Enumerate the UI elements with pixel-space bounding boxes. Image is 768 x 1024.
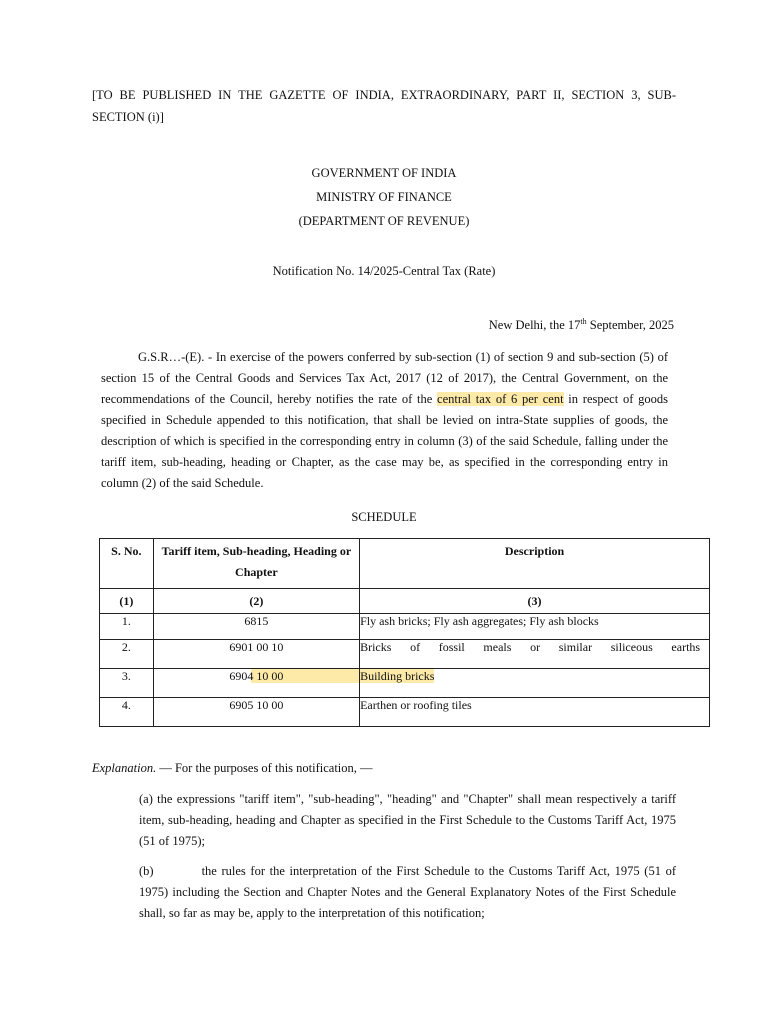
- header-tariff: Tariff item, Sub-heading, Heading or Chapter: [153, 539, 359, 589]
- schedule-table: [99, 538, 710, 727]
- table-row: [100, 669, 710, 698]
- explanation-heading: [92, 758, 373, 778]
- clause-b-text: the rules for the interpretation of the First Schedule to the Customs Tariff Act, 1975 (51 of 1975) including the Section and Chapter Notes and the General Explanatory Notes of the First Schedule shall, so far as may be, apply to the interpretation of this notification;: [139, 864, 676, 920]
- notification-body: [101, 347, 668, 494]
- row-description: [360, 640, 710, 669]
- row-tariff: 6905 10 00: [153, 698, 359, 727]
- header-government: GOVERNMENT OF INDIA: [311, 166, 457, 180]
- explanation-clause-b: [139, 861, 676, 924]
- column-number-2: (2): [153, 589, 359, 614]
- row-description: [360, 669, 710, 698]
- body-text-part2: in respect of goods specified in Schedule appended to this notification, that shall be levied on intra-State supplies of goods, the description of which is specified in the corresponding entry in column (3) of the said Schedule, falling under the tariff item, sub-heading, heading or Chapter, as the case may be, as specified in the corresponding entry in column (2) of the said Schedule.: [101, 392, 668, 490]
- row-sno: 1.: [100, 614, 154, 640]
- row-sno: 2.: [100, 640, 154, 669]
- column-number-3: (3): [360, 589, 710, 614]
- row-description-text: Bricks of fossil meals or similar siliceous earths: [360, 640, 701, 654]
- schedule-title: SCHEDULE: [351, 510, 417, 524]
- date-line: [489, 314, 674, 336]
- header-department: (DEPARTMENT OF REVENUE): [298, 214, 470, 228]
- table-column-number-row: [100, 589, 710, 614]
- table-row: [100, 614, 710, 640]
- header-sno: S. No.: [100, 539, 154, 589]
- notification-number: Notification No. 14/2025-Central Tax (Rate): [272, 264, 496, 278]
- row-sno: 4.: [100, 698, 154, 727]
- body-text-part1: G.S.R…-(E). - In exercise of the powers conferred by sub-section (1) of section 9 and sub-section (5) of section 15 of the Central Goods and Services Tax Act, 2017 (12 of 2017), the Central Government, on the recommendations of the Council, hereby notifies the rate of the: [101, 350, 668, 406]
- date-suffix: th: [580, 316, 587, 326]
- date-rest: September, 2025: [586, 318, 674, 332]
- gazette-publication-note: [TO BE PUBLISHED IN THE GAZETTE OF INDIA, EXTRAORDINARY, PART II, SECTION 3, SUB-SECTION (i)]: [92, 88, 676, 124]
- date-prefix: New Delhi, the 17: [488, 318, 581, 332]
- table-row: [100, 640, 710, 669]
- row-description: Fly ash bricks; Fly ash aggregates; Fly ash blocks: [360, 614, 710, 640]
- table-row: [100, 698, 710, 727]
- column-number-1: (1): [100, 589, 154, 614]
- department-header: [0, 161, 768, 233]
- row-sno: 3.: [100, 669, 154, 698]
- explanation-label: Explanation.: [92, 761, 157, 775]
- row-tariff: 6815: [153, 614, 359, 640]
- row-tariff: 6901 00 10: [153, 640, 359, 669]
- highlighted-rate-text: central tax of 6 per cent: [437, 392, 564, 406]
- row-tariff-highlighted: 6904 10 00: [229, 669, 359, 683]
- header-description: Description: [360, 539, 710, 589]
- explanation-intro: — For the purposes of this notification, —: [156, 761, 373, 775]
- row-tariff: [153, 669, 359, 698]
- clause-b-label: (b): [139, 864, 154, 878]
- explanation-clause-a: (a) the expressions "tariff item", "sub-heading", "heading" and "Chapter" shall mean respectively a tariff item, sub-heading, heading and Chapter as specified in the First Schedule to the Customs Tariff Act, 1975 (51 of 1975);: [139, 792, 676, 848]
- header-ministry: MINISTRY OF FINANCE: [316, 190, 452, 204]
- row-description-highlighted: Building bricks: [360, 669, 435, 683]
- row-description: Earthen or roofing tiles: [360, 698, 710, 727]
- table-header-row: [100, 539, 710, 589]
